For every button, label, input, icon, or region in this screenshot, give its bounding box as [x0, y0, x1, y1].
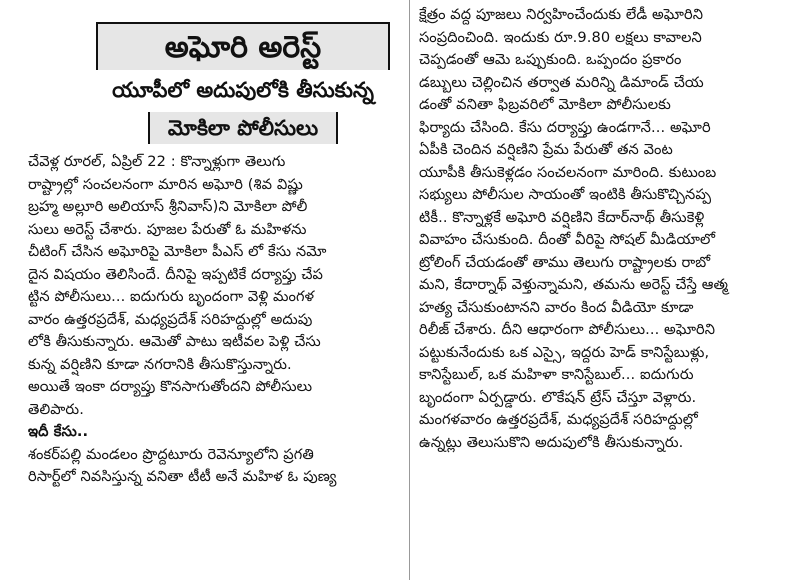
text-line: చేవెళ్ల రూరల్, ఏప్రిల్ 22 : కొన్నాళ్లుగా తెలుగు	[28, 153, 286, 170]
text-line: టికీ.. కొన్నాళ్లకే అఘోరి వర్షిణిని కేదార్‌నాథ్ తీసుకెళ్లి	[419, 208, 705, 226]
headline-title: అఘోరి అరెస్ట్	[96, 22, 390, 70]
text-line: చెప్పడంతో ఆమె ఒప్పుకుంది. ఒప్పందం ప్రకారం	[419, 51, 682, 68]
text-line: పట్టుకునేందుకు ఒక ఎస్సై, ఇద్దరు హెడ్ కానిస్టేబుళ్లు,	[419, 343, 710, 361]
text-line: మని, కేదార్నాథ్ వెళ్తున్నామని, తమను అరెస్ట్ చేస్తే ఆత్మ	[419, 276, 728, 293]
text-line: కున్న వర్షిణిని కూడా నగరానికి తీసుకొస్తున్నారు.	[28, 355, 292, 373]
text-line: వారం ఉత్తరప్రదేశ్, మధ్యప్రదేశ్ సరిహద్దుల్లో అదుపు	[28, 310, 313, 328]
text-line: దైన విషయం తెలిసిందే. దీనిపై ఇప్పటికే దర్యాప్తు చేప	[28, 265, 323, 283]
text-line: బ్రహ్మ అల్లూరి అలియాస్ శ్రీనివాస్)ని మోకిలా పోలీ	[28, 198, 308, 215]
text-line: మంగళవారం ఉత్తరప్రదేశ్, మధ్యప్రదేశ్ సరిహద్దుల్లో	[419, 411, 698, 428]
text-line: రిలీజ్ చేశారు. దీని ఆధారంగా పోలీసులు... అఘోరిని	[419, 321, 716, 338]
right-column	[419, 4, 789, 454]
headline-subtitle-line2: మోకిలా పోలీసులు	[148, 112, 338, 144]
text-line: లోకి తీసుకున్నారు. ఆమెతో పాటు ఇటీవల పెళ్లి చేసు	[28, 333, 321, 350]
text-line: సభ్యులు పోలీసుల సాయంతో ఇంటికి తీసుకొచ్చినప్ప	[419, 186, 712, 203]
text-line: శంకర్‌పల్లి మండలం ప్రొద్దటూరు రెవెన్యూలోని ప్రగతి	[28, 445, 314, 463]
text-line: డబ్బులు చెల్లించిన తర్వాత మరిన్ని డిమాండ్ చేయ	[419, 73, 704, 91]
text-line: హత్య చేసుకుంటానని వారం కింద వీడియో కూడా	[419, 298, 694, 316]
text-line: కానిస్టేబుల్, ఒక మహిళా కానిస్టేబుల్... ఐదుగురు	[419, 366, 694, 383]
text-line: ఏపీకి చెందిన వర్షిణిని ప్రేమ పేరుతో తన వెంట	[419, 141, 673, 158]
text-line: బృందంగా ఏర్పడ్డారు. లొకేషన్ ట్రేస్ చేస్తూ వెళ్లారు.	[419, 388, 697, 406]
text-line: వివాహం చేసుకుంది. దీంతో వీరిపై సోషల్ మీడియాలో	[419, 231, 716, 248]
text-line: సంప్రదించింది. ఇందుకు రూ.9.80 లక్షలు కావాలని	[419, 28, 702, 46]
text-line: తెలిపారు.	[28, 400, 84, 418]
headline-block	[96, 10, 390, 144]
text-line: ట్టిన పోలీసులు... ఐదుగురు బృందంగా వెళ్లి మంగళ	[28, 288, 315, 305]
text-line: ఫిర్యాదు చేసింది. కేసు దర్యాప్తు ఉండగానే... అఘోరి	[419, 118, 711, 136]
text-line: సులు అరెస్ట్ చేశారు. పూజల పేరుతో ఓ మహిళను	[28, 220, 307, 238]
text-line: క్షేత్రం వద్ద పూజలు నిర్వహించేందుకు లేడీ అఘోరిని	[419, 6, 704, 23]
left-column	[28, 151, 403, 489]
headline-subtitle-line1: యూపీలో అదుపులోకి తీసుకున్న	[86, 72, 400, 108]
text-line: చీటింగ్ చేసిన అఘోరిపై మోకిలా పీఎస్ లో కేసు నమో	[28, 243, 327, 260]
text-line: ఉన్నట్లు తెలుసుకొని అదుపులోకి తీసుకున్నారు.	[419, 433, 684, 451]
column-divider	[409, 0, 410, 580]
text-line: ట్రోలింగ్ చేయడంతో తాము తెలుగు రాష్ట్రాలకు రాబో	[419, 253, 711, 271]
text-line: యూపీకి తీసుకెళ్లడం సంచలనంగా మారింది. కుటుంబ	[419, 163, 717, 181]
text-line: డంతో వనితా ఫిబ్రవరిలో మోకిలా పోలీసులకు	[419, 96, 671, 113]
text-line: అయితే ఇంకా దర్యాప్తు కొనసాగుతోందని పోలీసులు	[28, 378, 313, 395]
text-line: రిసార్ట్‌లో నివసిస్తున్న వనితా టీటీ అనే మహిళ ఓ పుణ్య	[28, 468, 337, 485]
text-line: రాష్ట్రాల్లో సంచలనంగా మారిన అఘోరి (శివ విష్ణు	[28, 175, 303, 193]
section-subhead: ఇదీ కేసు..	[28, 423, 89, 440]
